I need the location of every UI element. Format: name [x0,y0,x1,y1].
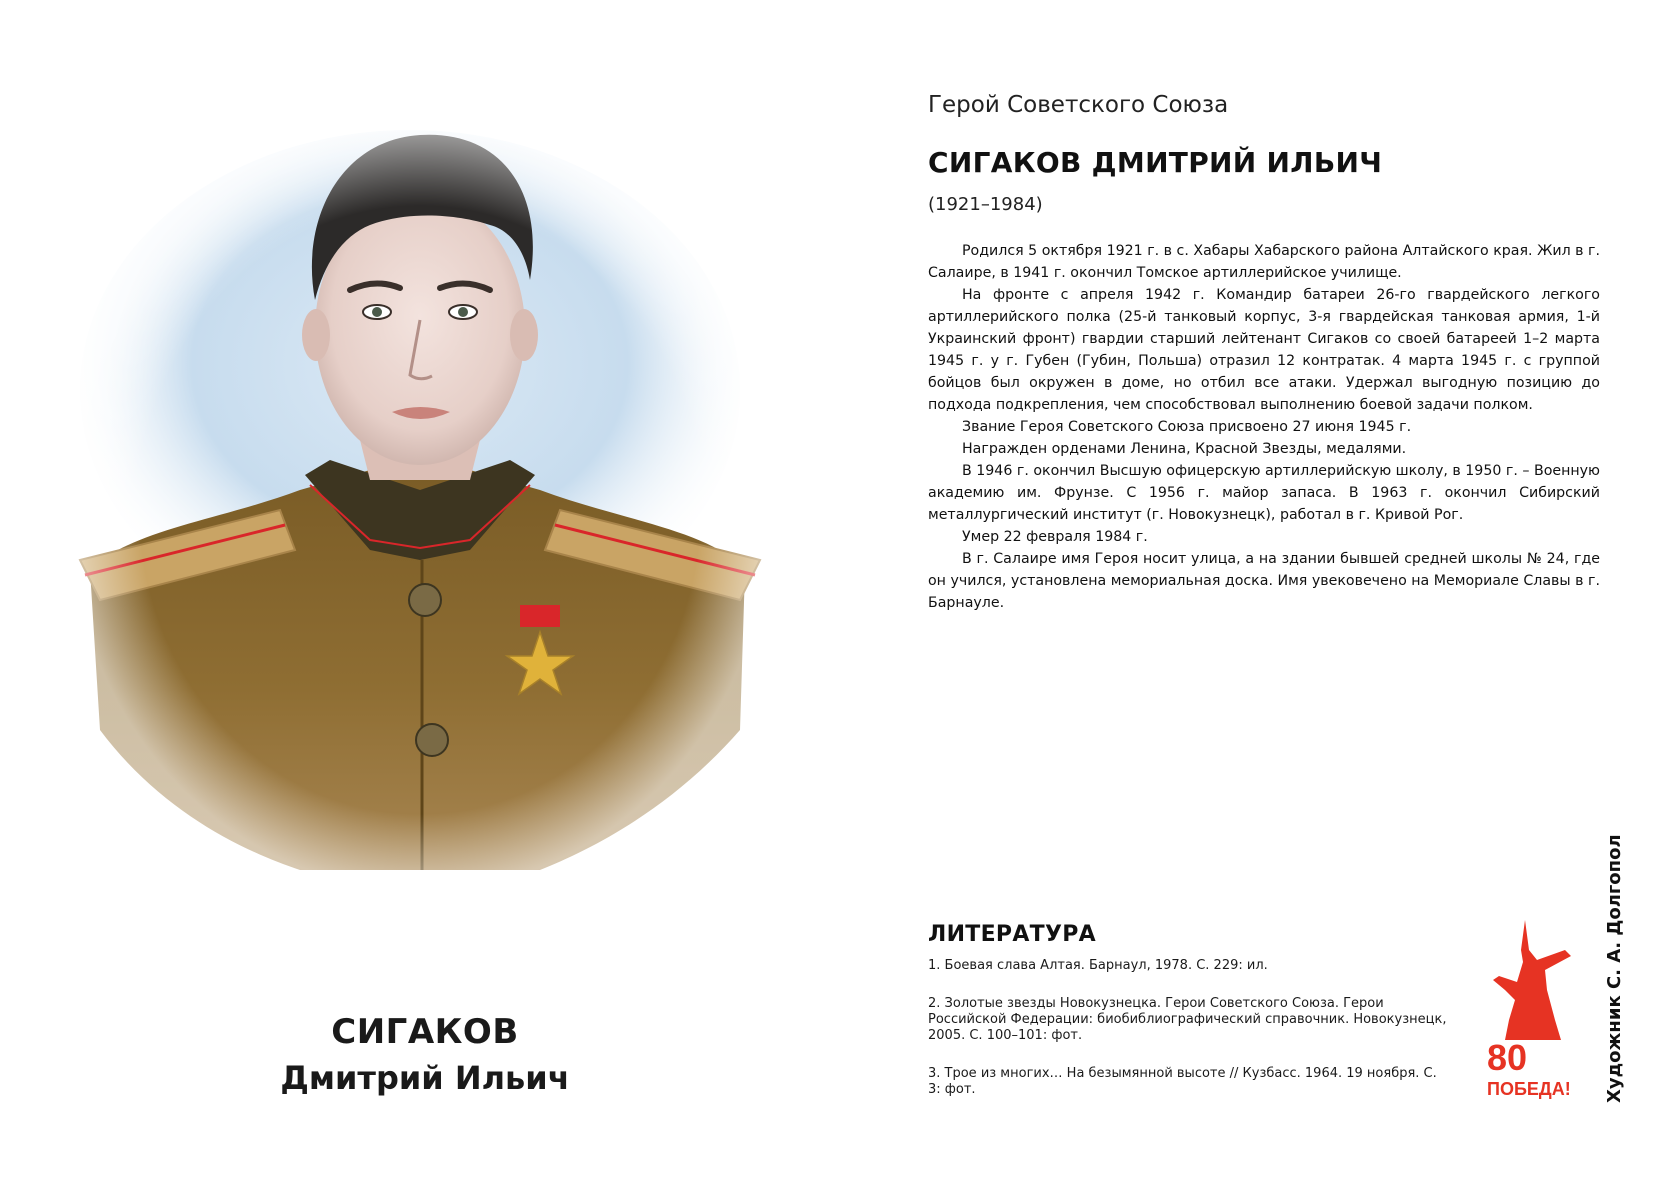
caption-given-names: Дмитрий Ильич [280,1059,570,1097]
biography-text [928,240,1600,614]
motherland-statue-icon [1493,920,1571,1040]
artist-credit: Художник С. А. Долгопол [1604,834,1625,1103]
literature-item: 1. Боевая слава Алтая. Барнаул, 1978. С. 229: ил. [928,958,1268,973]
hero-name-heading: СИГАКОВ ДМИТРИЙ ИЛЬИЧ [928,146,1383,179]
caption-surname: СИГАКОВ [331,1012,519,1052]
bio-paragraph: Награжден орденами Ленина, Красной Звезды, медалями. [962,441,1407,457]
bio-paragraph: Умер 22 февраля 1984 г. [962,529,1148,545]
logo-number: 80 [1487,1037,1528,1078]
hero-portrait-illustration [70,130,770,890]
hero-rank-title: Герой Советского Союза [928,92,1229,118]
logo-word: ПОБЕДА! [1487,1079,1571,1099]
literature-heading: ЛИТЕРАТУРА [928,922,1096,947]
bio-paragraph: На фронте с апреля 1942 г. Командир батареи 26-го гвардейского легкого артиллерийского полка (25-й танковый корпус, 3-я гвардейская танковая армия, 1-й Украинский фронт) гвардии старший лейтенант Сигаков со своей батареей 1–2 марта 1945 г. у г. Губен (Губин, Польша) отразил 12 контратак. 4 марта 1945 г. с группой бойцов был окружен в доме, но отбил все атаки. Удержал выгодную позицию до подхода подкрепления, чем способствовал выполнению боевой задачи полком. [928,287,1600,413]
bio-paragraph: В 1946 г. окончил Высшую офицерскую артиллерийскую школу, в 1950 г. – Военную академию им. Фрунзе. С 1956 г. майор запаса. В 1963 г. окончил Сибирский металлургический институт (г. Новокузнецк), работал в г. Кривой Рог. [928,463,1600,523]
literature-list [928,958,1448,1120]
literature-item: 3. Трое из многих… На безымянной высоте // Кузбасс. 1964. 19 ноября. С. 3: фот. [928,1066,1437,1097]
portrait-caption [0,1010,850,1102]
literature-item: 2. Золотые звезды Новокузнецка. Герои Советского Союза. Герои Российской Федерации: биобиблиографический справочник. Новокузнецк, 2005. С. 100–101: фот. [928,996,1447,1043]
bio-paragraph: Звание Героя Советского Союза присвоено 27 июня 1945 г. [962,419,1412,435]
bio-paragraph: В г. Салаире имя Героя носит улица, а на здании бывшей средней школы № 24, где он учился, установлена мемориальная доска. Имя увековечено на Мемориале Славы в г. Барнауле. [928,551,1600,611]
bio-paragraph: Родился 5 октября 1921 г. в с. Хабары Хабарского района Алтайского края. Жил в г. Салаире, в 1941 г. окончил Томское артиллерийское училище. [928,243,1600,281]
life-years: (1921–1984) [928,194,1043,215]
victory-80-logo [1485,920,1575,1105]
